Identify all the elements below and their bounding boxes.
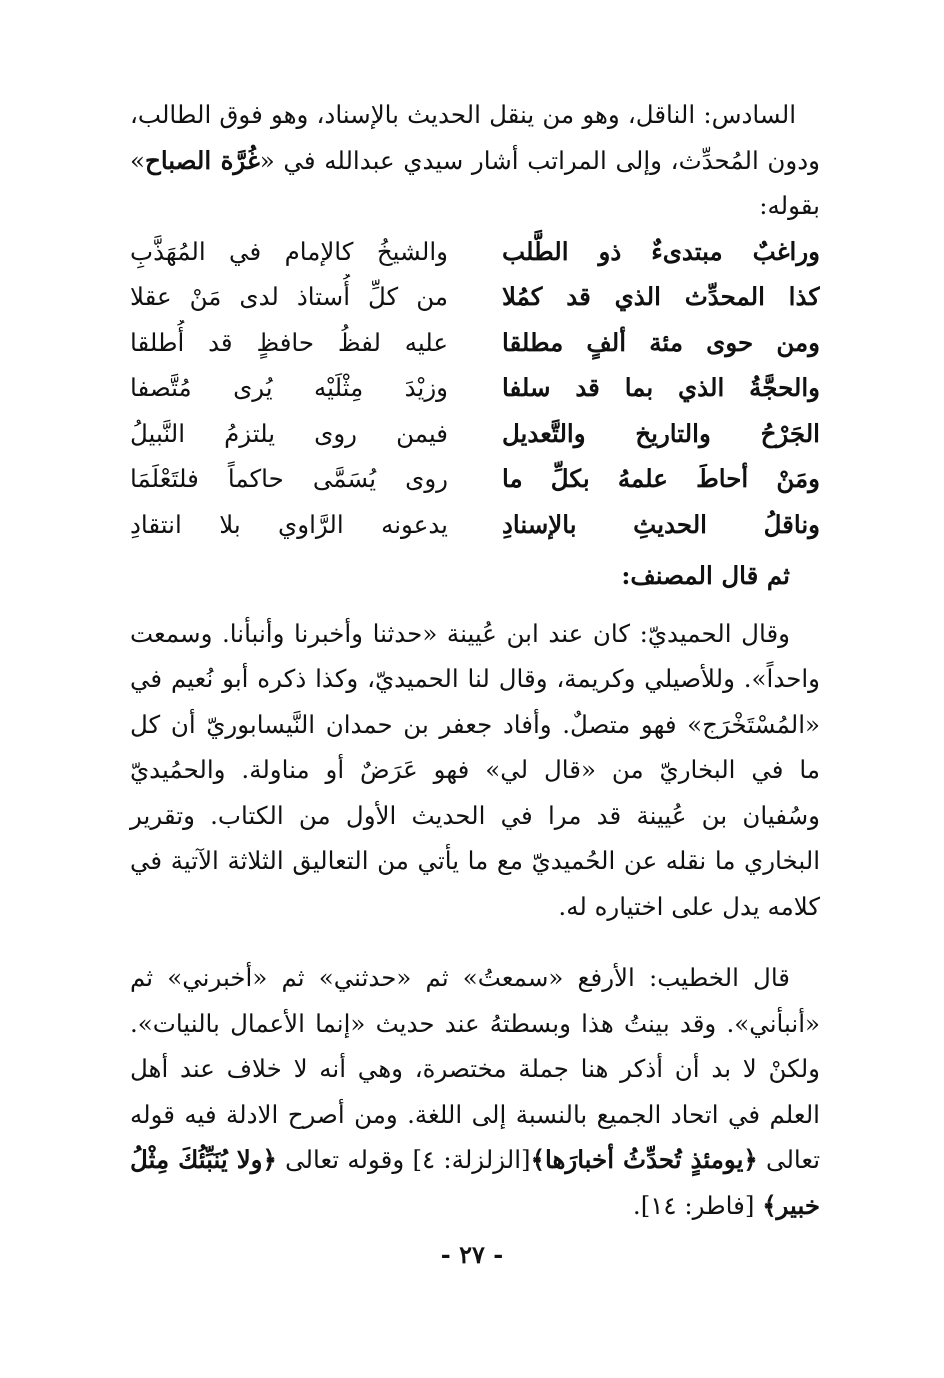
body-paragraph-2 [130, 955, 820, 1228]
verse-first-hemistich: الجَرْحُ والتاريخ والتَّعديل [502, 418, 820, 448]
verse-first-hemistich: والحجَّةُ الذي بما قد سلفا [502, 373, 820, 402]
verse-line [130, 365, 820, 411]
verse-second-hemistich: وزيْدَ مِثْلَيْه يُرى مُتَّصفا [130, 373, 448, 402]
verse-second-hemistich: يدعونه الرَّاوي بلا انتقادِ [130, 509, 448, 539]
page-number: - ٢٧ - [440, 1240, 504, 1269]
verse-line [130, 229, 820, 275]
verse-first-hemistich: ومَنْ أحاطَ علمهُ بكلِّ ما [502, 464, 820, 493]
verse-first-hemistich: وناقلُ الحديثِ بالإسنادِ [502, 509, 820, 539]
intro-lead: السادس: الناقل، وهو من ينقل الحديث بالإسناد، وهو فوق الطالب، ودون المُحدِّث، وإلى المراتب أشار سيدي عبدالله في « [130, 100, 820, 175]
page-body [130, 92, 820, 1228]
verse-first-hemistich: كذا المحدِّث الذي قد كمُلا [502, 282, 820, 311]
intro-tail: » بقوله: [130, 145, 820, 220]
body-paragraph-1: وقال الحميديّ: كان عند ابن عُيينة «حدثنا وأخبرنا وأنبأنا. وسمعت واحداً». وللأصيلي وكريمة، وقال لنا الحميديّ، وكذا ذكره أبو نُعيم في «المُسْتَخْرَج» فهو متصلٌ. وأفاد جعفر بن حمدان النَّيسابوريّ أن كل ما في البخاريّ من «قال لي» فهو عَرَضٌ أو مناولة. والحمُيديّ وسُفيان بن عُيينة قد مرا في الحديث الأول من الكتاب. وتقرير البخاري ما نقله عن الحُميديّ مع ما يأتي من التعاليق الثلاثة الآتية في كلامه يدل على اختياره له. [130, 618, 820, 921]
poem [130, 229, 820, 548]
quran-verse-1: ﴿يومئذٍ تُحدِّثُ أخبارَها﴾ [530, 1145, 758, 1174]
quran-reference-1: [الزلزلة: ٤] [412, 1145, 531, 1174]
verse-line [130, 274, 820, 320]
verse-line [130, 411, 820, 457]
quran-verse-2: ﴿ولا يُنَبِّئُكَ مِثْلُ خبير﴾ [130, 1145, 820, 1220]
paragraph-gap [130, 929, 820, 955]
verse-first-hemistich: وراغبٌ مبتدىءٌ ذو الطَّلب [502, 236, 820, 266]
intro-paragraph [130, 92, 820, 229]
verse-line [130, 320, 820, 366]
book-title: غُرَّة الصباح [145, 145, 260, 175]
verse-line [130, 456, 820, 502]
verse-first-hemistich: ومن حوى مئة ألفٍ مطلقا [502, 327, 820, 357]
verse-second-hemistich: من كلِّ أُستاذ لدى مَنْ عقلا [130, 282, 448, 311]
quran-reference-2: [فاطر: ١٤]. [632, 1190, 763, 1220]
verse-second-hemistich: روى يُسَمَّى حاكماً فلتَعْلَمَا [130, 464, 448, 493]
body-paragraph-2-mid: وقوله تعالى [276, 1145, 413, 1174]
verse-second-hemistich: فيمن روى يلتزمُ النَّبيلُ [130, 418, 448, 448]
section-heading: ثم قال المصنف: [621, 561, 790, 590]
body-paragraph-2-text: قال الخطيب: الأرفع «سمعتُ» ثم «حدثني» ثم «أخبرني» ثم «أنبأني». وقد بينتُ هذا وبسطتهُ عند حديث «إنما الأعمال بالنيات». ولكنْ لا بد أن أذكر هنا جملة مختصرة، وهي أنه لا خلاف عند أهل العلم في اتحاد الجميع بالنسبة إلى اللغة. ومن أصرح الادلة فيه قوله تعالى [130, 963, 821, 1174]
verse-second-hemistich: عليه لفظُ حافظٍ قد أُطلقا [130, 327, 448, 357]
verse-second-hemistich: والشيخُ كالإمام في المُهَذَّبِ [130, 236, 448, 266]
verse-line [130, 502, 820, 548]
